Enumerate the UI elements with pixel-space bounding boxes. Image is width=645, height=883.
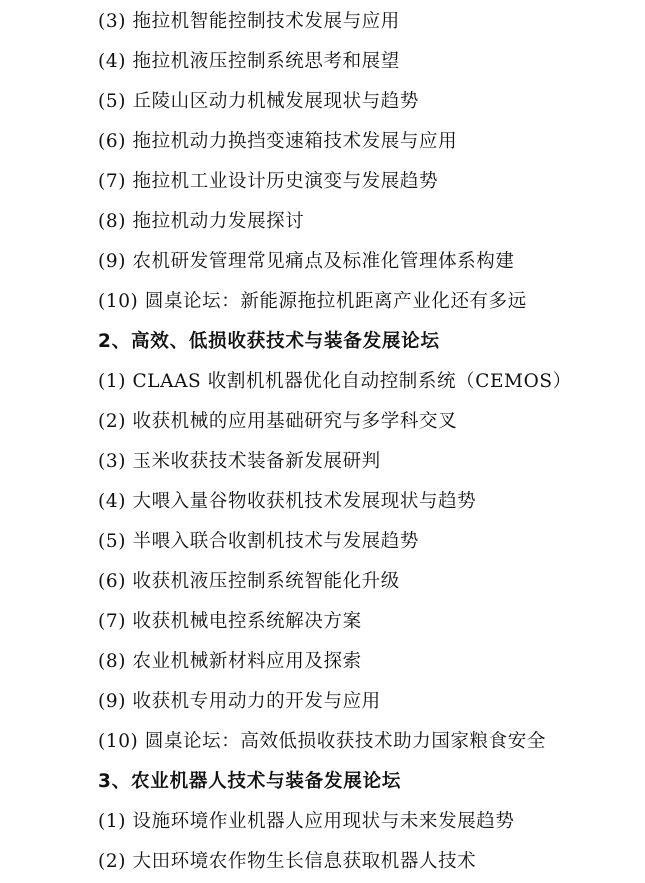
list-item: (8) 拖拉机动力发展探讨: [98, 211, 305, 232]
list-item: (2) 收获机械的应用基础研究与多学科交叉: [98, 411, 458, 432]
list-item: (7) 收获机械电控系统解决方案: [98, 611, 362, 632]
list-item: (5) 丘陵山区动力机械发展现状与趋势: [98, 91, 419, 112]
list-item: (6) 收获机液压控制系统智能化升级: [98, 571, 400, 592]
list-item: (1) CLAAS 收割机机器优化自动控制系统（CEMOS）: [98, 371, 572, 392]
list-item: (10) 圆桌论坛：新能源拖拉机距离产业化还有多远: [98, 291, 527, 312]
list-item: (9) 农机研发管理常见痛点及标准化管理体系构建: [98, 251, 515, 272]
list-item: (3) 拖拉机智能控制技术发展与应用: [98, 11, 400, 32]
list-item: (4) 拖拉机液压控制系统思考和展望: [98, 51, 400, 72]
list-item: (5) 半喂入联合收割机技术与发展趋势: [98, 531, 419, 552]
list-item: (1) 设施环境作业机器人应用现状与未来发展趋势: [98, 811, 515, 832]
list-item: (10) 圆桌论坛：高效低损收获技术助力国家粮食安全: [98, 731, 546, 752]
list-item: (9) 收获机专用动力的开发与应用: [98, 691, 381, 712]
list-item: (4) 大喂入量谷物收获机技术发展现状与趋势: [98, 491, 477, 512]
list-item: (6) 拖拉机动力换挡变速箱技术发展与应用: [98, 131, 458, 152]
section-heading: 2、高效、低损收获技术与装备发展论坛: [98, 331, 440, 352]
list-item: (7) 拖拉机工业设计历史演变与发展趋势: [98, 171, 439, 192]
list-item: (2) 大田环境农作物生长信息获取机器人技术: [98, 851, 477, 872]
list-item: (3) 玉米收获技术装备新发展研判: [98, 451, 381, 472]
list-item: (8) 农业机械新材料应用及探索: [98, 651, 362, 672]
section-heading: 3、农业机器人技术与装备发展论坛: [98, 771, 402, 792]
